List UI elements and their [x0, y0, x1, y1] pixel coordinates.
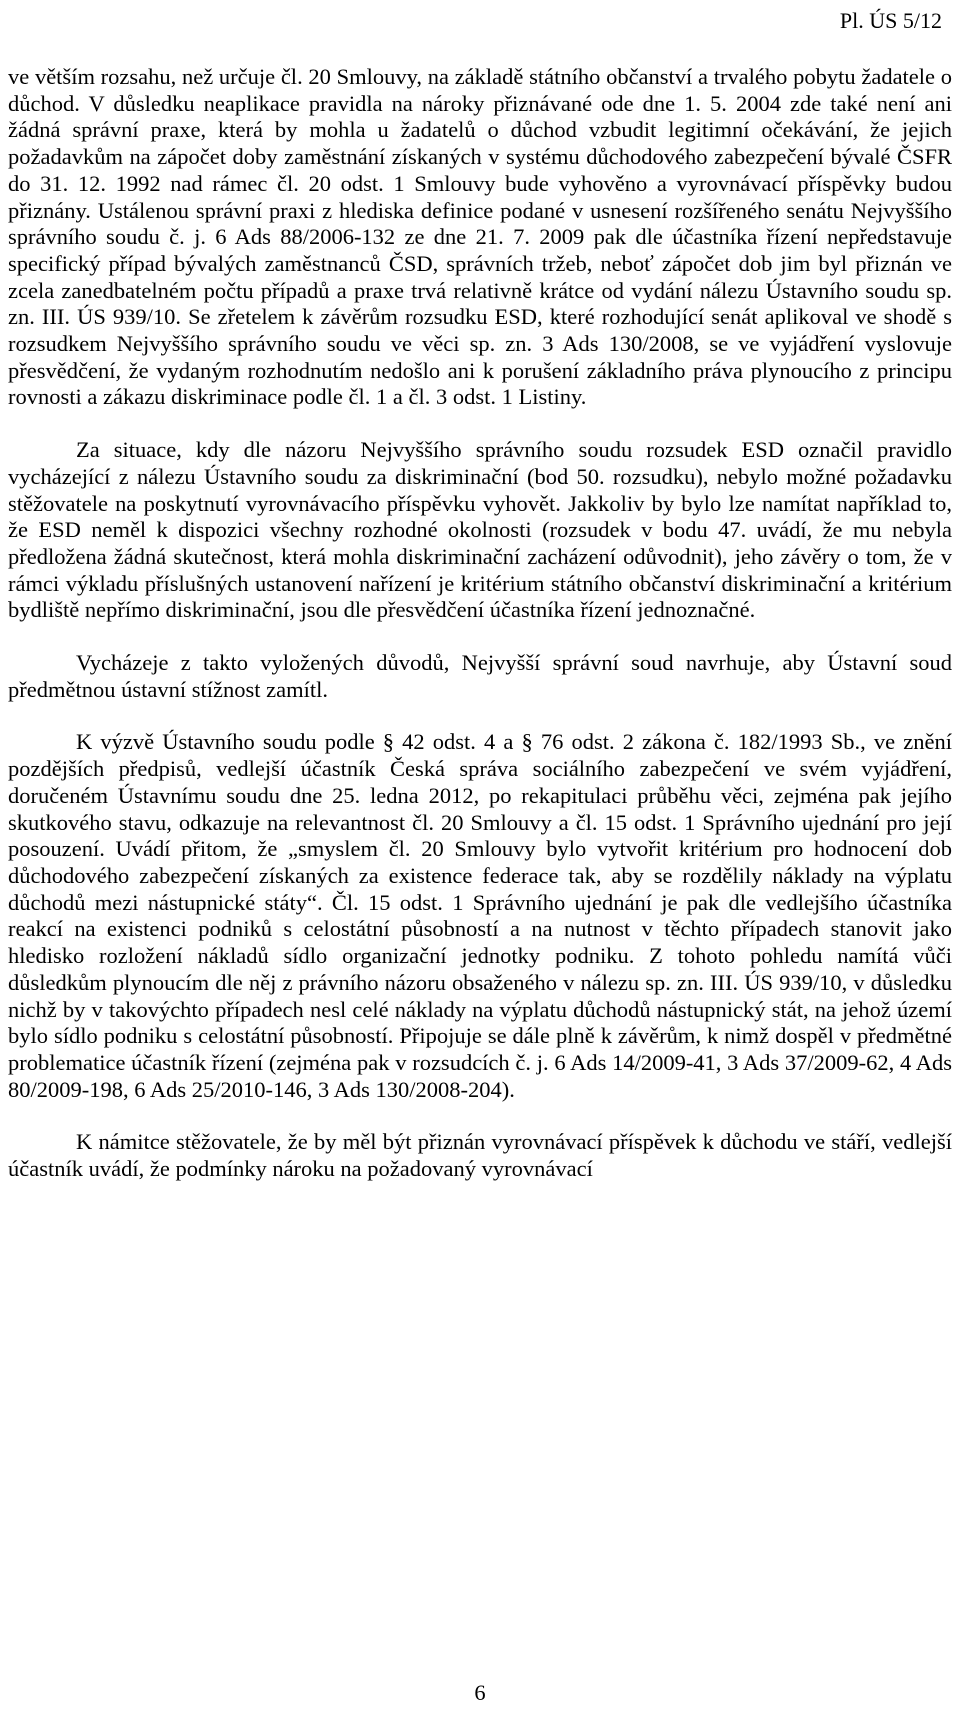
paragraph: Vycházeje z takto vyložených důvodů, Nejvyšší správní soud navrhuje, aby Ústavní soud předmětnou ústavní stížnost zamítl.: [8, 650, 952, 702]
paragraph: Za situace, kdy dle názoru Nejvyššího správního soudu rozsudek ESD označil pravidlo vycházející z nálezu Ústavního soudu za diskriminační (bod 50. rozsudku), nebylo možné požadavku stěžovatele na poskytnutí vyrovnávacího příspěvku vyhovět. Jakkoliv by bylo lze namítat například to, že ESD neměl k dispozici všechny rozhodné okolnosti (rozsudek v bodu 47. uvádí, že mu nebyla předložena žádná skutečnost, která mohla diskriminační zacházení odůvodnit), jeho závěry o tom, že v rámci výkladu příslušných ustanovení nařízení je kritérium státního občanství diskriminační a kritérium bydliště nepřímo diskriminační, jsou dle přesvědčení účastníka řízení jednoznačné.: [8, 437, 952, 623]
document-body: [8, 64, 952, 1183]
paragraph: K námitce stěžovatele, že by měl být přiznán vyrovnávací příspěvek k důchodu ve stáří, vedlejší účastník uvádí, že podmínky nároku na požadovaný vyrovnávací: [8, 1129, 952, 1182]
document-reference-header: Pl. ÚS 5/12: [839, 8, 942, 33]
page-number: 6: [474, 1680, 486, 1705]
paragraph-continuation: ve větším rozsahu, než určuje čl. 20 Smlouvy, na základě státního občanství a trvalého pobytu žadatele o důchod. V důsledku neaplikace pravidla na nároky přiznávané ode dne 1. 5. 2004 zde také není ani žádná správní praxe, která by mohla u žadatelů o důchod vzbudit legitimní očekávání, že jejich požadavkům na zápočet doby zaměstnání získaných v systému důchodového zabezpečení bývalé ČSFR do 31. 12. 1992 nad rámec čl. 20 odst. 1 Smlouvy bude vyhověno a vyrovnávací příspěvky budou přiznány. Ustálenou správní praxi z hlediska definice podané v usnesení rozšířeného senátu Nejvyššího správního soudu č. j. 6 Ads 88/2006-132 ze dne 21. 7. 2009 pak dle účastníka řízení nepředstavuje specifický případ bývalých zaměstnanců ČSD, správních tržeb, neboť zápočet dob jim byl přiznán ve zcela zanedbatelném počtu případů a praxe trvá relativně krátce od vydání nálezu Ústavního soudu sp. zn. III. ÚS 939/10. Se zřetelem k závěrům rozsudku ESD, které rozhodující senát aplikoval ve shodě s rozsudkem Nejvyššího správního soudu ve věci sp. zn. 3 Ads 130/2008, se ve vyjádření vyslovuje přesvědčení, že vydaným rozhodnutím nedošlo ani k porušení základního práva plynoucího z principu rovnosti a zákazu diskriminace podle čl. 1 a čl. 3 odst. 1 Listiny.: [8, 64, 952, 410]
paragraph: K výzvě Ústavního soudu podle § 42 odst. 4 a § 76 odst. 2 zákona č. 182/1993 Sb., ve znění pozdějších předpisů, vedlejší účastník Česká správa sociálního zabezpečení ve svém vyjádření, doručeném Ústavnímu soudu dne 25. ledna 2012, po rekapitulaci průběhu věci, zejména pak jejího skutkového stavu, odkazuje na relevantnost čl. 20 Smlouvy a čl. 15 odst. 1 Správního ujednání pro její posouzení. Uvádí přitom, že „smyslem čl. 20 Smlouvy bylo vytvořit kritérium pro hodnocení dob důchodového zabezpečení získaných za existence federace tak, aby se rozdělily náklady na výplatu důchodů mezi nástupnické státy“. Čl. 15 odst. 1 Správního ujednání je pak dle vedlejšího účastníka reakcí na existenci podniků s celostátní působností a na nutnost v těchto případech stanovit jako hledisko rozložení nákladů sídlo organizační jednotky podniku. Z tohoto pohledu namítá vůči důsledkům plynoucím dle něj z právního názoru obsaženého v nálezu sp. zn. III. ÚS 939/10, v důsledku nichž by v takovýchto případech nesl celé náklady na výplatu důchodů nástupnický stát, na jehož území bylo sídlo podniku s celostátní působností. Připojuje se dále plně k závěrům, k nimž dospěl v předmětné problematice účastník řízení (zejména pak v rozsudcích č. j. 6 Ads 14/2009-41, 3 Ads 37/2009-62, 4 Ads 80/2009-198, 6 Ads 25/2010-146, 3 Ads 130/2008-204).: [8, 729, 952, 1102]
